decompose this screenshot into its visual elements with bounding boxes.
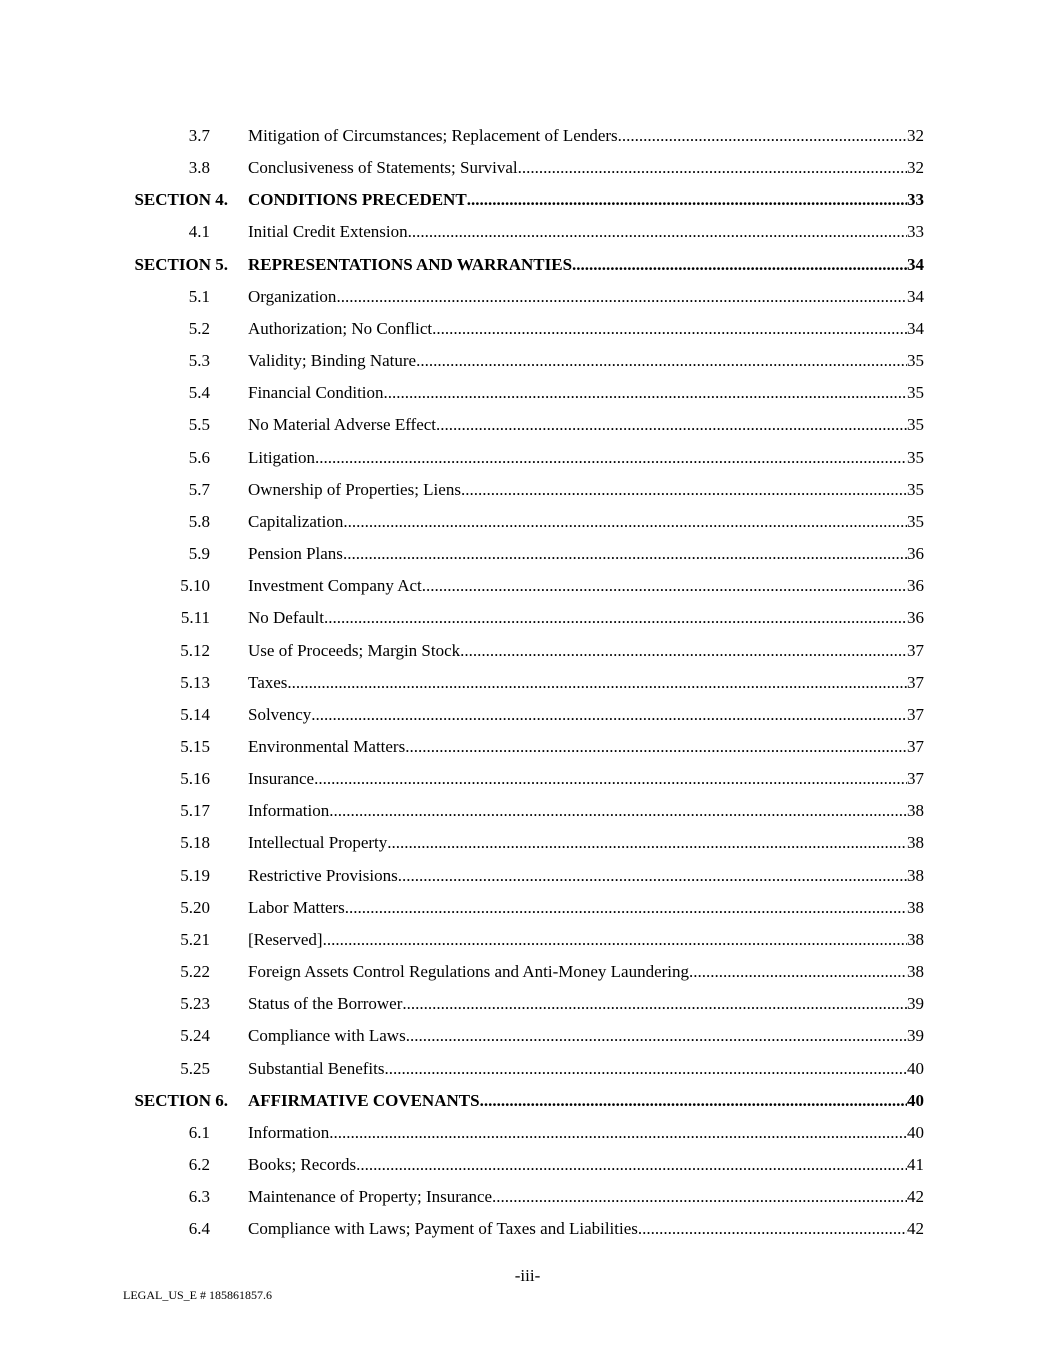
- toc-entry-line: [248, 538, 924, 570]
- toc-entry-title: Solvency: [248, 704, 312, 724]
- toc-entry-title: Capitalization: [248, 511, 344, 531]
- toc-entry-number: 5.2: [188, 318, 210, 338]
- toc-entry-title: Information: [248, 801, 330, 821]
- dot-leader: [618, 120, 907, 152]
- toc-entry-page: 37: [907, 704, 924, 724]
- toc-entry-line: [248, 924, 924, 956]
- toc-entry-title: Financial Condition: [248, 383, 384, 403]
- toc-entry-row: [0, 827, 1055, 859]
- dot-leader: [436, 409, 907, 441]
- toc-entry-row: [0, 892, 1055, 924]
- toc-entry-number: 4.1: [188, 222, 210, 242]
- toc-entry-page: 35: [907, 351, 924, 371]
- toc-entry-number: 3.8: [188, 158, 210, 178]
- toc-entry-line: [248, 827, 924, 859]
- toc-entry-page: 36: [907, 608, 924, 628]
- toc-entry-line: [248, 570, 924, 602]
- toc-entry-row: [0, 538, 1055, 570]
- toc-entry-row: [0, 281, 1055, 313]
- toc-entry-page: 42: [907, 1219, 924, 1239]
- dot-leader: [406, 1020, 907, 1052]
- toc-entry-title: CONDITIONS PRECEDENT: [248, 190, 467, 210]
- toc-entry-title: AFFIRMATIVE COVENANTS: [248, 1090, 480, 1110]
- toc-entry-line: [248, 1181, 924, 1213]
- toc-entry-line: [248, 699, 924, 731]
- toc-entry-row: [0, 377, 1055, 409]
- toc-entry-title: Litigation: [248, 447, 316, 467]
- toc-entry-page: 34: [907, 286, 924, 306]
- toc-entry-page: 34: [907, 254, 924, 274]
- toc-entry-row: [0, 409, 1055, 441]
- toc-entry-row: [0, 313, 1055, 345]
- toc-entry-page: 32: [907, 158, 924, 178]
- toc-entry-title: Organization: [248, 286, 337, 306]
- toc-entry-title: Foreign Assets Control Regulations and Anti-Money Laundering: [248, 962, 690, 982]
- toc-entry-page: 39: [907, 994, 924, 1014]
- page-number: -iii-: [514, 1266, 541, 1285]
- toc-entry-number: 5.11: [180, 608, 210, 628]
- toc-entry-row: [0, 1020, 1055, 1052]
- toc-entry-line: [248, 313, 924, 345]
- toc-entry-page: 42: [907, 1187, 924, 1207]
- toc-entry-number: 5.18: [180, 833, 210, 853]
- dot-leader: [572, 249, 907, 281]
- toc-entry-number: 6.2: [188, 1155, 210, 1174]
- toc-entry-number: 6.1: [188, 1122, 210, 1142]
- toc-entry-row: [0, 795, 1055, 827]
- toc-entry-number: 6.3: [188, 1187, 210, 1207]
- toc-entry-line: [248, 474, 924, 506]
- toc-entry-line: [248, 120, 924, 152]
- dot-leader: [311, 699, 907, 731]
- dot-leader: [314, 763, 907, 795]
- toc-entry-title: Ownership of Properties; Liens: [248, 479, 461, 499]
- toc-entry-number: 5.1: [188, 286, 210, 306]
- table-of-contents: [0, 120, 1055, 1245]
- dot-leader: [387, 827, 907, 859]
- toc-entry-page: 34: [907, 318, 924, 338]
- toc-entry-title: Books; Records: [248, 1155, 357, 1174]
- toc-entry-page: 38: [907, 801, 924, 821]
- toc-entry-number: 5.13: [180, 672, 210, 692]
- toc-entry-row: [0, 667, 1055, 699]
- dot-leader: [689, 956, 907, 988]
- toc-entry-number: 5.12: [180, 640, 210, 660]
- toc-entry-title: Maintenance of Property; Insurance: [248, 1187, 493, 1207]
- toc-entry-number: 5.8: [188, 511, 210, 531]
- toc-entry-title: Validity; Binding Nature: [248, 351, 417, 371]
- toc-entry-line: [248, 249, 924, 281]
- toc-entry-page: 38: [907, 962, 924, 982]
- toc-entry-title: Status of the Borrower: [248, 994, 403, 1014]
- toc-entry-line: [248, 281, 924, 313]
- toc-entry-title: Substantial Benefits: [248, 1058, 385, 1078]
- toc-entry-number: 5.14: [180, 704, 210, 724]
- toc-entry-row: [0, 216, 1055, 248]
- toc-entry-row: [0, 924, 1055, 956]
- toc-entry-row: [0, 345, 1055, 377]
- toc-entry-number: 5.19: [180, 865, 210, 885]
- dot-leader: [518, 152, 907, 184]
- toc-entry-number: 5.7: [188, 479, 210, 499]
- toc-entry-title: Mitigation of Circumstances; Replacement of Lenders: [248, 126, 618, 145]
- toc-entry-page: 33: [907, 222, 924, 242]
- toc-entry-row: [0, 602, 1055, 634]
- dot-leader: [343, 506, 907, 538]
- dot-leader: [398, 860, 907, 892]
- toc-entry-number: 5.22: [180, 962, 210, 982]
- toc-entry-line: [248, 667, 924, 699]
- toc-entry-number: SECTION 6.: [134, 1090, 228, 1110]
- toc-entry-number: 5.25: [180, 1058, 210, 1078]
- toc-entry-page: 37: [907, 769, 924, 789]
- toc-entry-number: 5.6: [188, 447, 210, 467]
- toc-entry-line: [248, 409, 924, 441]
- toc-entry-row: [0, 474, 1055, 506]
- toc-entry-line: [248, 860, 924, 892]
- toc-entry-page: 40: [907, 1122, 924, 1142]
- dot-leader: [416, 345, 907, 377]
- toc-entry-page: 37: [907, 640, 924, 660]
- toc-entry-line: [248, 1085, 924, 1117]
- toc-entry-page: 36: [907, 544, 924, 564]
- toc-entry-line: [248, 1053, 924, 1085]
- toc-entry-number: 5.4: [188, 383, 210, 403]
- toc-entry-title: Use of Proceeds; Margin Stock: [248, 640, 461, 660]
- dot-leader: [315, 442, 907, 474]
- toc-entry-row: [0, 1117, 1055, 1149]
- toc-entry-row: [0, 570, 1055, 602]
- toc-section-row: [0, 184, 1055, 216]
- toc-entry-title: No Material Adverse Effect: [248, 415, 437, 435]
- toc-entry-number: 5.23: [180, 994, 210, 1014]
- toc-entry-page: 35: [907, 511, 924, 531]
- toc-entry-number: 6.4: [188, 1219, 210, 1239]
- dot-leader: [323, 924, 907, 956]
- toc-entry-page: 37: [907, 672, 924, 692]
- toc-entry-page: 35: [907, 447, 924, 467]
- toc-entry-number: 5.15: [180, 736, 210, 756]
- toc-entry-line: [248, 1149, 924, 1181]
- toc-entry-page: 39: [907, 1026, 924, 1046]
- toc-entry-number: 5.24: [180, 1026, 210, 1046]
- toc-entry-title: Authorization; No Conflict: [248, 318, 433, 338]
- document-id: LEGAL_US_E # 185861857.6: [123, 1288, 272, 1302]
- toc-entry-line: [248, 731, 924, 763]
- toc-section-row: [0, 249, 1055, 281]
- toc-entry-line: [248, 184, 924, 216]
- toc-entry-page: 38: [907, 833, 924, 853]
- toc-entry-title: Environmental Matters: [248, 736, 406, 756]
- toc-entry-line: [248, 635, 924, 667]
- toc-entry-line: [248, 506, 924, 538]
- toc-entry-line: [248, 988, 924, 1020]
- dot-leader: [405, 731, 907, 763]
- dot-leader: [492, 1181, 907, 1213]
- toc-entry-title: Compliance with Laws: [248, 1026, 406, 1046]
- toc-section-row: [0, 1085, 1055, 1117]
- dot-leader: [467, 184, 907, 216]
- toc-entry-row: [0, 1053, 1055, 1085]
- toc-entry-title: Taxes: [248, 672, 288, 692]
- toc-entry-line: [248, 763, 924, 795]
- dot-leader: [345, 892, 907, 924]
- toc-entry-row: [0, 860, 1055, 892]
- toc-entry-row: [0, 506, 1055, 538]
- dot-leader: [384, 1053, 907, 1085]
- toc-entry-title: Restrictive Provisions: [248, 865, 398, 885]
- dot-leader: [329, 795, 907, 827]
- toc-entry-page: 33: [907, 190, 924, 210]
- toc-entry-page: 32: [907, 126, 924, 145]
- toc-entry-title: Insurance: [248, 769, 315, 789]
- dot-leader: [287, 667, 907, 699]
- toc-entry-title: Intellectual Property: [248, 833, 388, 853]
- dot-leader: [422, 570, 907, 602]
- dot-leader: [460, 635, 907, 667]
- toc-entry-title: Pension Plans: [248, 544, 343, 564]
- toc-entry-title: No Default: [248, 608, 325, 628]
- toc-entry-page: 38: [907, 897, 924, 917]
- toc-entry-row: [0, 1181, 1055, 1213]
- toc-entry-number: 5.3: [188, 351, 210, 371]
- toc-entry-number: 5.17: [180, 801, 210, 821]
- toc-entry-row: [0, 1213, 1055, 1245]
- toc-entry-line: [248, 345, 924, 377]
- toc-entry-title: Conclusiveness of Statements; Survival: [248, 158, 518, 178]
- toc-entry-page: 35: [907, 383, 924, 403]
- toc-entry-line: [248, 892, 924, 924]
- toc-entry-line: [248, 377, 924, 409]
- toc-entry-row: [0, 635, 1055, 667]
- dot-leader: [408, 216, 907, 248]
- toc-entry-title: Investment Company Act: [248, 576, 422, 596]
- toc-entry-title: REPRESENTATIONS AND WARRANTIES: [248, 254, 573, 274]
- toc-entry-page: 35: [907, 415, 924, 435]
- toc-entry-line: [248, 795, 924, 827]
- dot-leader: [480, 1085, 907, 1117]
- toc-entry-page: 38: [907, 929, 924, 949]
- dot-leader: [432, 313, 907, 345]
- dot-leader: [638, 1213, 907, 1245]
- toc-entry-row: [0, 763, 1055, 795]
- toc-entry-page: 37: [907, 736, 924, 756]
- toc-entry-row: [0, 442, 1055, 474]
- toc-entry-number: 5.16: [180, 769, 210, 789]
- toc-entry-number: SECTION 5.: [134, 254, 228, 274]
- toc-entry-line: [248, 442, 924, 474]
- toc-entry-number: 5.10: [180, 576, 210, 596]
- toc-entry-row: [0, 699, 1055, 731]
- toc-entry-line: [248, 1213, 924, 1245]
- toc-entry-line: [248, 1117, 924, 1149]
- toc-entry-number: 3.7: [188, 126, 210, 145]
- dot-leader: [402, 988, 907, 1020]
- toc-entry-row: [0, 120, 1055, 152]
- toc-entry-page: 40: [907, 1058, 924, 1078]
- toc-entry-page: 41: [907, 1155, 924, 1174]
- toc-entry-line: [248, 956, 924, 988]
- toc-entry-row: [0, 988, 1055, 1020]
- toc-entry-title: [Reserved]: [248, 929, 323, 949]
- toc-entry-title: Information: [248, 1122, 330, 1142]
- toc-entry-row: [0, 731, 1055, 763]
- toc-entry-line: [248, 216, 924, 248]
- toc-entry-row: [0, 956, 1055, 988]
- toc-entry-line: [248, 152, 924, 184]
- dot-leader: [356, 1149, 907, 1181]
- toc-entry-title: Compliance with Laws; Payment of Taxes and Liabilities: [248, 1219, 638, 1239]
- toc-entry-row: [0, 1149, 1055, 1181]
- dot-leader: [329, 1117, 907, 1149]
- dot-leader: [343, 538, 907, 570]
- dot-leader: [336, 281, 907, 313]
- toc-entry-number: 5.5: [188, 415, 210, 435]
- toc-entry-page: 36: [907, 576, 924, 596]
- toc-entry-number: 5.21: [180, 929, 210, 949]
- toc-entry-number: 5.20: [180, 897, 210, 917]
- toc-entry-page: 38: [907, 865, 924, 885]
- toc-entry-row: [0, 152, 1055, 184]
- dot-leader: [324, 602, 907, 634]
- toc-entry-line: [248, 1020, 924, 1052]
- toc-entry-line: [248, 602, 924, 634]
- dot-leader: [384, 377, 907, 409]
- toc-entry-title: Labor Matters: [248, 897, 345, 917]
- toc-entry-page: 40: [907, 1090, 924, 1110]
- toc-entry-number: 5.9: [188, 544, 210, 564]
- dot-leader: [461, 474, 907, 506]
- toc-entry-number: SECTION 4.: [134, 190, 228, 210]
- toc-entry-title: Initial Credit Extension: [248, 222, 408, 242]
- toc-entry-page: 35: [907, 479, 924, 499]
